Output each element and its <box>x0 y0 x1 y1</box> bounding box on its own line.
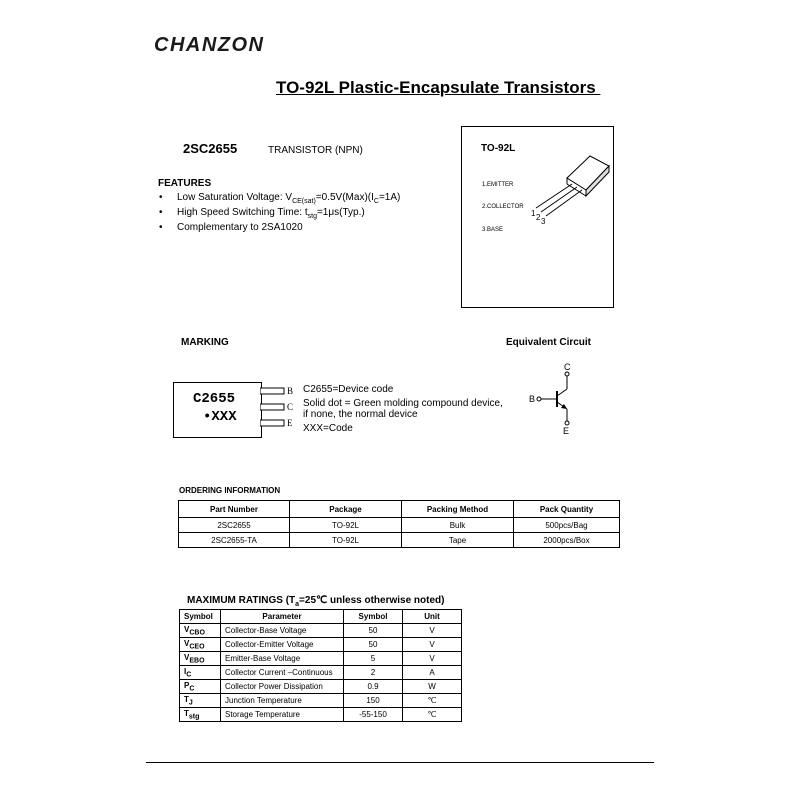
ratings-heading: MAXIMUM RATINGS ($T_a=25℃$ unless otherwise noted) <box>187 595 445 608</box>
column-header: Symbol <box>180 610 221 624</box>
circuit-base-label: B <box>529 394 536 404</box>
table-row <box>180 624 462 638</box>
rating-parameter: Collector Power Dissipation <box>221 680 344 694</box>
rating-value: 50 <box>344 638 403 652</box>
table-row <box>180 666 462 680</box>
rating-unit: V <box>403 652 462 666</box>
to92l-package-drawing <box>525 150 615 230</box>
circuit-collector-label: C <box>564 362 571 372</box>
pin-b-label: B <box>287 386 294 396</box>
marking-desc: if none, the normal device <box>303 409 418 420</box>
table-row <box>179 533 620 548</box>
table-cell: Bulk <box>402 518 514 533</box>
table-cell: 2000pcs/Box <box>514 533 620 548</box>
table-header-row <box>180 610 462 624</box>
page-title: TO-92L Plastic-Encapsulate Transistors <box>276 78 601 97</box>
table-header-row <box>179 501 620 518</box>
rating-symbol: $T_J$ <box>180 694 221 708</box>
feature-item: • Low Saturation Voltage: $V_{CE(sat)}=0.5V(Max)(I_C=1A)$ <box>159 192 401 205</box>
marking-pins <box>260 385 290 435</box>
equivalent-circuit-heading: Equivalent Circuit <box>506 337 592 348</box>
table-cell: Tape <box>402 533 514 548</box>
rating-value: 50 <box>344 624 403 638</box>
rating-unit: W <box>403 680 462 694</box>
rating-parameter: Storage Temperature <box>221 708 344 722</box>
feature-item: • Complementary to 2SA1020 <box>159 222 303 233</box>
rating-symbol: $P_C$ <box>180 680 221 694</box>
pin-c-label: C <box>287 402 294 412</box>
table-row <box>180 694 462 708</box>
table-row <box>180 680 462 694</box>
rating-value: 0.9 <box>344 680 403 694</box>
rating-symbol: $I_C$ <box>180 666 221 680</box>
circuit-emitter-label: E <box>563 426 570 436</box>
rating-unit: A <box>403 666 462 680</box>
ratings-table <box>179 609 462 722</box>
pin-number: 2 <box>536 213 541 222</box>
table-row <box>179 518 620 533</box>
feature-item: • High Speed Switching Time: $t_{stg}=1\mu s(Typ.)$ <box>159 207 365 220</box>
marking-desc: C2655=Device code <box>303 384 394 395</box>
pin-label: 2.COLLECTOR <box>482 204 524 210</box>
table-row <box>180 638 462 652</box>
brand-logo: CHANZON <box>154 34 265 56</box>
rating-symbol: $T_{stg}$ <box>180 708 221 722</box>
dot-code: •XXX <box>203 409 237 425</box>
rating-unit: V <box>403 624 462 638</box>
pin-e-label: E <box>287 418 293 428</box>
table-cell: 2SC2655-TA <box>179 533 290 548</box>
rating-parameter: Junction Temperature <box>221 694 344 708</box>
ordering-heading: ORDERING INFORMATION <box>179 486 281 495</box>
rating-value: 5 <box>344 652 403 666</box>
column-header: Package <box>290 501 402 518</box>
pin-number: 3 <box>541 217 546 226</box>
rating-value: -55-150 <box>344 708 403 722</box>
marking-desc: Solid dot = Green molding compound device, <box>303 398 503 409</box>
rating-parameter: Collector-Base Voltage <box>221 624 344 638</box>
marking-heading: MARKING <box>181 337 229 348</box>
table-row <box>180 652 462 666</box>
pin-number: 1 <box>531 209 536 218</box>
rating-symbol: $V_{CEO}$ <box>180 638 221 652</box>
column-header: Symbol <box>344 610 403 624</box>
table-cell: 500pcs/Bag <box>514 518 620 533</box>
rating-unit: ℃ <box>403 694 462 708</box>
column-header: Pack Quantity <box>514 501 620 518</box>
table-cell: TO-92L <box>290 533 402 548</box>
rating-value: 150 <box>344 694 403 708</box>
footer-divider <box>146 762 654 763</box>
part-type: TRANSISTOR (NPN) <box>268 145 363 156</box>
rating-parameter: Emitter-Base Voltage <box>221 652 344 666</box>
features-heading: FEATURES <box>158 178 212 189</box>
column-header: Parameter <box>221 610 344 624</box>
rating-parameter: Collector Current –Continuous <box>221 666 344 680</box>
pin-label: 3.BASE <box>482 227 504 233</box>
marking-desc: XXX=Code <box>303 423 353 434</box>
rating-symbol: $V_{EBO}$ <box>180 652 221 666</box>
rating-unit: ℃ <box>403 708 462 722</box>
package-name: TO-92L <box>481 143 516 154</box>
rating-unit: V <box>403 638 462 652</box>
rating-symbol: $V_{CBO}$ <box>180 624 221 638</box>
pin-label: 1.EMITTER <box>482 182 514 188</box>
column-header: Unit <box>403 610 462 624</box>
column-header: Packing Method <box>402 501 514 518</box>
table-row <box>180 708 462 722</box>
column-header: Part Number <box>179 501 290 518</box>
npn-transistor-symbol <box>535 365 585 435</box>
table-cell: TO-92L <box>290 518 402 533</box>
rating-value: 2 <box>344 666 403 680</box>
rating-parameter: Collector-Emitter Voltage <box>221 638 344 652</box>
device-code: C2655 <box>193 391 236 407</box>
table-cell: 2SC2655 <box>179 518 290 533</box>
part-number: 2SC2655 <box>183 141 238 156</box>
ordering-table <box>178 500 620 548</box>
